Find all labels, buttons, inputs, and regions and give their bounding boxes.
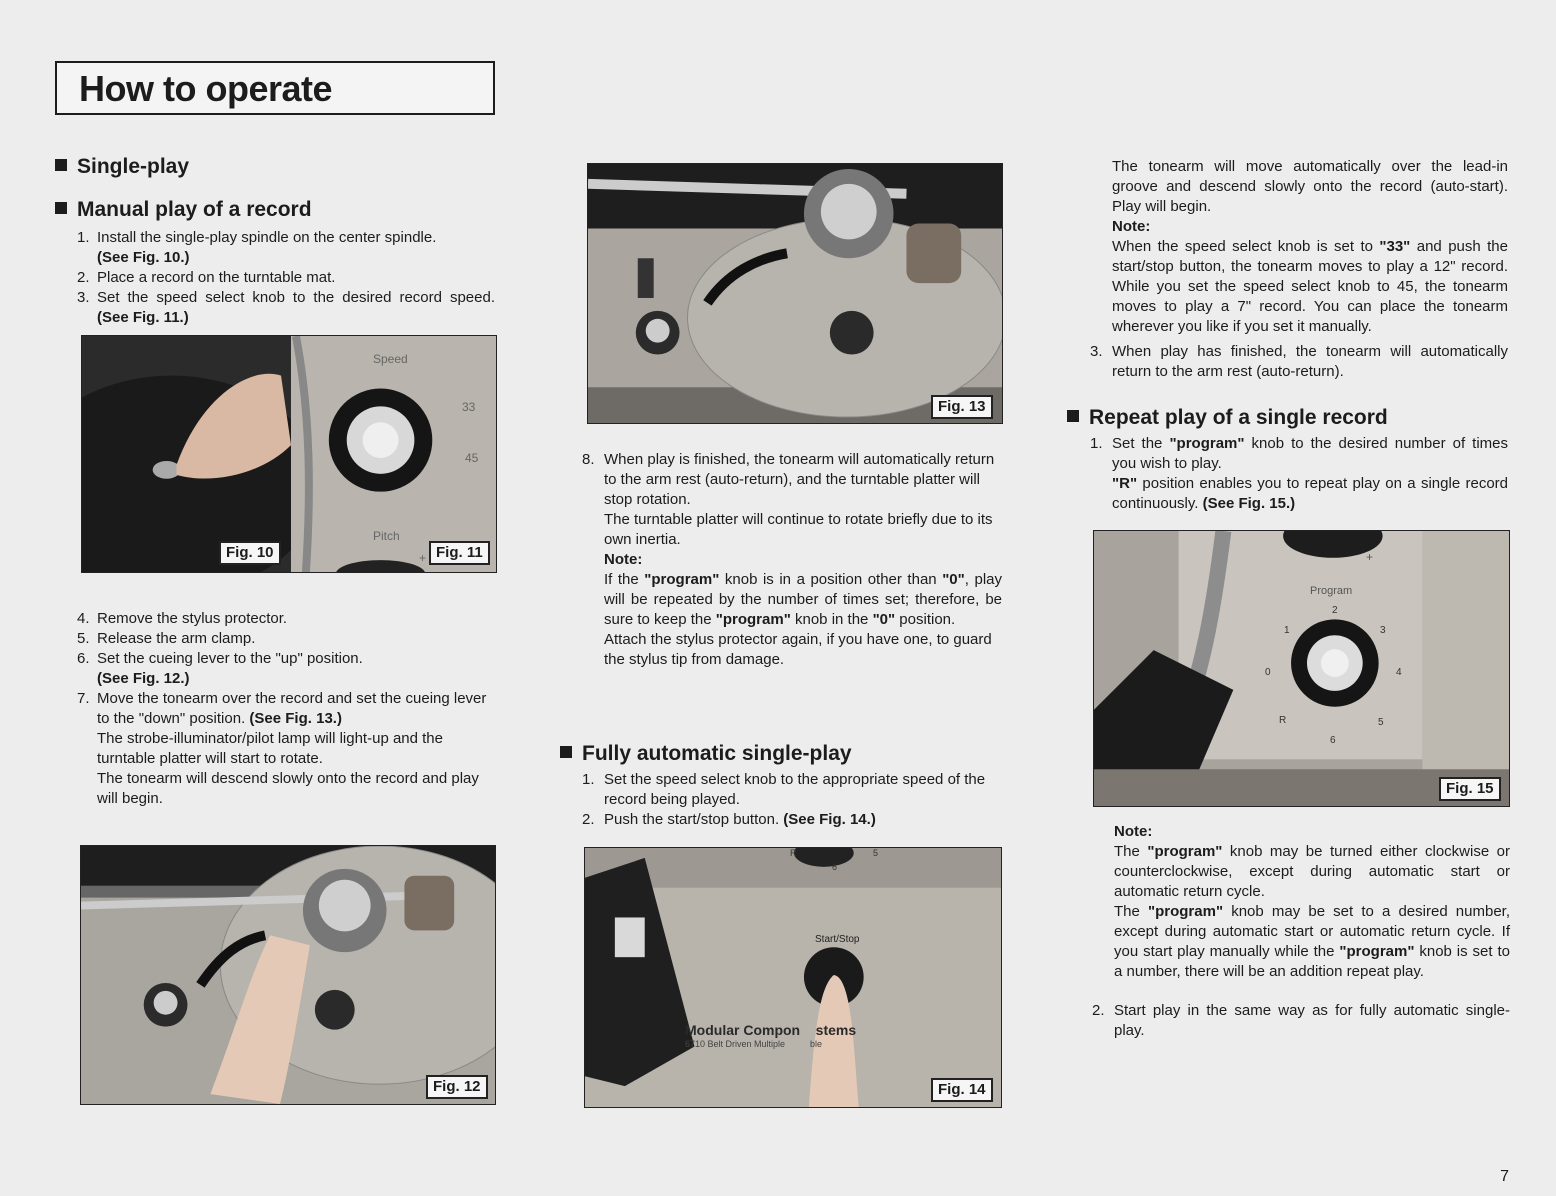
right-intro: The tonearm will move automatically over the lead-in groove and descend slowly onto the record (auto-start). Play will begin. Note: When the speed select knob is set to "33" and push the start/stop button, the tonearm moves to play a 12" record. While you set the speed select knob to 45, the tonearm moves to play a 7" record. You can place the tonearm wherever you like if you set it manually.: [1112, 158, 1508, 335]
title-box: [55, 61, 495, 115]
repeat-note-1: The "program" knob may be turned either clockwise or counterclockwise, except during automatic start or automatic return cycle.: [1114, 843, 1510, 900]
repeat-note-2: The "program" knob may be set to a desired number, except during automatic start or automatic return cycle. If you start play manually while the "program" knob is set to a number, there will be an addition repeat play.: [1114, 903, 1511, 980]
program-tick-5: 5: [1378, 717, 1384, 728]
heading-fully-auto: Fully automatic single-play: [560, 742, 852, 766]
step-8: [582, 450, 1002, 670]
program-tick-6: 6: [1330, 735, 1336, 746]
program-tick-2: 2: [1332, 605, 1338, 616]
fig-13-label: Fig. 13: [931, 395, 993, 419]
page-title: How to operate: [79, 68, 333, 109]
list-item: 8. When play is finished, the tonearm will automatically return to the arm rest (auto-return), and the turntable platter will stop rotation. The turntable platter will continue to rotate briefly due to its own inertia. Note: If the "program" knob is in a position other than "0", play will be repeated by the number of times set; therefore, be sure to keep the "program" knob in the "0" position. Attach the stylus protector again, if you have one, to guard the stylus tip from damage.: [582, 451, 1002, 668]
step8-note: If the "program" knob is in a position other than "0", play will be repeated by the number of times set; therefore, be sure to keep the "program" knob in the "0" position.: [604, 571, 1002, 628]
figure-13: [587, 163, 1003, 424]
fig-14-label: Fig. 14: [931, 1078, 993, 1102]
pitch-plus-label: +: [419, 551, 427, 565]
manual-steps-b: [77, 609, 495, 809]
heading-manual-play: Manual play of a record: [55, 198, 312, 222]
list-item: 4. Remove the stylus protector.: [77, 610, 288, 627]
fig-12-label: Fig. 12: [426, 1075, 488, 1099]
heading-bullet: [560, 746, 572, 758]
fig-15-label: Fig. 15: [1439, 777, 1501, 801]
model-label: 6710 Belt Driven Multiple ble: [685, 1039, 823, 1049]
heading-bullet: [1067, 410, 1079, 422]
fig-11-label: Fig. 11: [429, 541, 490, 565]
dial-6-label: 6: [832, 862, 838, 872]
list-item: 2. Place a record on the turntable mat.: [77, 269, 336, 286]
heading-bullet: [55, 159, 67, 171]
right-step-3: [1090, 342, 1508, 382]
heading-single-play: Single-play: [55, 155, 189, 179]
list-item: 1. Set the "program" knob to the desired number of times you wish to play. "R" position enables you to repeat play on a single record continuously. (See Fig. 15.): [1090, 435, 1509, 512]
dial-5-label: 5: [873, 848, 879, 858]
program-plus-label: +: [1366, 550, 1374, 564]
program-tick-4: 4: [1396, 667, 1402, 678]
program-label: Program: [1310, 585, 1353, 597]
list-item: 2. Push the start/stop button. (See Fig. 14.): [582, 811, 876, 828]
program-tick-3: 3: [1380, 625, 1386, 636]
heading-bullet: [55, 202, 67, 214]
fully-auto-steps: [582, 770, 1002, 830]
figure-12: [80, 845, 496, 1105]
program-tick-1: 1: [1284, 625, 1290, 636]
heading-repeat-play: Repeat play of a single record: [1067, 406, 1388, 430]
list-item: 3. When play has finished, the tonearm will automatically return to the arm rest (auto-return).: [1090, 343, 1508, 380]
speed-45-label: 45: [465, 451, 479, 465]
manual-steps-a: [77, 228, 495, 328]
dial-r-label: R: [790, 848, 797, 858]
brand-label: Modular Compon stems: [685, 1022, 857, 1038]
speed-33-label: 33: [462, 400, 476, 414]
right-note: When the speed select knob is set to "33" and push the start/stop button, the tonearm moves to play a 12" record. While you set the speed select knob to 45, the tonearm moves to play a 7" record. You can place the tonearm wherever you like if you set it manually.: [1112, 238, 1508, 335]
figure-10-11: [81, 335, 497, 573]
page-number: 7: [1500, 1168, 1509, 1185]
fig-10-label: Fig. 10: [219, 541, 281, 565]
list-item: 3. Set the speed select knob to the desired record speed. (See Fig. 11.): [77, 289, 495, 326]
figure-15: [1093, 530, 1510, 807]
list-item: 7. Move the tonearm over the record and set the cueing lever to the "down" position. (See Fig. 13.) The strobe-illuminator/pilot lamp will light-up and the turntable platter will start to rotate. The tonearm will descend slowly onto the record and play will begin.: [77, 690, 487, 807]
repeat-note: Note: The "program" knob may be turned either clockwise or counterclockwise, except during automatic start or automatic return cycle. The "program" knob may be set to a desired number, except during automatic start or automatic return cycle. If you start play manually while the "program" knob is set to a number, there will be an addition repeat play.: [1114, 823, 1511, 980]
list-item: 2. Start play in the same way as for fully automatic single-play.: [1092, 1002, 1510, 1039]
start-stop-label: Start/Stop: [815, 934, 860, 945]
list-item: 5. Release the arm clamp.: [77, 630, 256, 647]
repeat-step-1: [1090, 434, 1508, 514]
list-item: 1. Set the speed select knob to the appropriate speed of the record being played.: [582, 771, 986, 808]
repeat-step-2: [1092, 1001, 1510, 1041]
program-tick-0: 0: [1265, 667, 1271, 678]
pitch-label: Pitch: [373, 529, 400, 543]
list-item: 6. Set the cueing lever to the "up" position. (See Fig. 12.): [77, 650, 363, 687]
speed-label: Speed: [373, 352, 408, 366]
list-item: 1. Install the single-play spindle on the center spindle. (See Fig. 10.): [77, 229, 437, 266]
program-tick-r: R: [1279, 715, 1287, 726]
r-position-text: "R" position enables you to repeat play on a single record continuously. (See Fig. 15.): [1112, 475, 1508, 512]
figure-14: [584, 847, 1002, 1108]
